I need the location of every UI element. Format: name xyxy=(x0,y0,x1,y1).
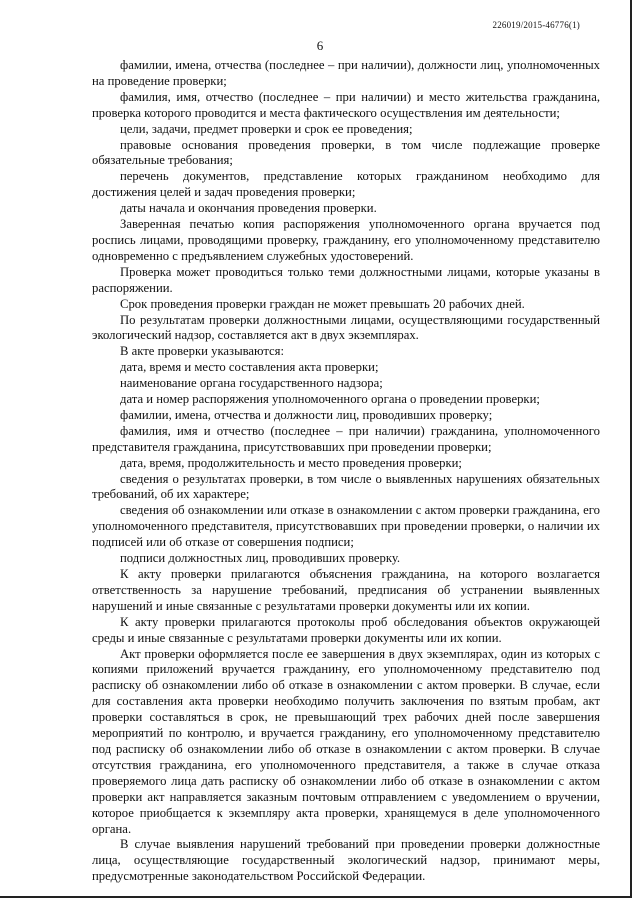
paragraph: фамилии, имена, отчества и должности лиц, проводивших проверку; xyxy=(120,407,493,422)
paragraph: Акт проверки оформляется после ее завершения в двух экземплярах, один из которых с копиями приложений вручается гражданину, его уполномоченному представителю под расписку об ознакомлении либо об отказе в ознакомлении с актом проверки. В случае, если для составления акта проверки необходимо получить заключения по взятым пробам, акт проверки составляться в срок, не превышающий трех рабочих дней после завершения мероприятий по контролю, и вручается гражданину, его уполномоченному представителю под расписку об ознакомлении либо об отказе в ознакомлении с актом проверки. В случае отсутствия гражданина, его уполномоченного представителя, а также в случае отказа проверяемого лица дать расписку об ознакомлении либо об отказе в ознакомлении с актом проверки акт направляется заказным почтовым отправлением с уведомлением о вручении, которое приобщается к экземпляру акта проверки, хранящемуся в деле уполномоченного органа. xyxy=(92,646,600,836)
paragraph: перечень документов, представление которых гражданином необходимо для достижения целей и задач проведения проверки; xyxy=(92,169,600,200)
paragraph: Проверка может проводиться только теми должностными лицами, которые указаны в распоряжении. xyxy=(92,264,600,295)
paragraph: сведения об ознакомлении или отказе в ознакомлении с актом проверки гражданина, его уполномоченного представителя, присутствовавших при проведении проверки, о наличии их подписей или об отказе от совершения подписи; xyxy=(92,503,600,550)
paragraph: дата, время, продолжительность и место проведения проверки; xyxy=(120,455,462,470)
paragraph: Срок проведения проверки граждан не может превышать 20 рабочих дней. xyxy=(120,296,525,311)
paragraph: дата, время и место составления акта проверки; xyxy=(120,360,379,375)
document-id: 226019/2015-46776(1) xyxy=(492,20,580,30)
paragraph: фамилия, имя и отчество (последнее – при наличии) гражданина, уполномоченного представителя гражданина, присутствовавших при проведении проверки; xyxy=(92,423,600,454)
paragraph: В акте проверки указываются: xyxy=(120,344,285,359)
paragraph: даты начала и окончания проведения проверки. xyxy=(120,201,377,216)
paragraph: В случае выявления нарушений требований при проведении проверки должностные лица, осуществляющие государственный экологический надзор, принимают меры, предусмотренные законодательством Российской Федерации. xyxy=(92,837,600,884)
paragraph: сведения о результатах проверки, в том числе о выявленных нарушениях обязательных требований, об их характере; xyxy=(92,471,600,502)
paragraph: К акту проверки прилагаются протоколы проб обследования объектов окружающей среды и иные связанные с результатами проверки документы или их копии. xyxy=(92,614,600,645)
paragraph: наименование органа государственного надзора; xyxy=(120,376,383,391)
paragraph: подписи должностных лиц, проводивших проверку. xyxy=(120,551,401,566)
paragraph: К акту проверки прилагаются объяснения гражданина, на которого возлагается ответственность за нарушение требований, предписания об устранении выявленных нарушений и иные связанные с результатами проверки документы или их копии. xyxy=(92,567,600,613)
paragraph: По результатам проверки должностными лицами, осуществляющими государственный экологический надзор, составляется акт в двух экземплярах. xyxy=(92,312,600,343)
paragraph: Заверенная печатью копия распоряжения уполномоченного органа вручается под роспись лицами, проводящими проверку, гражданину, его уполномоченному представителю одновременно с предъявлением служебных удостоверений. xyxy=(92,217,600,263)
paragraph: фамилия, имя, отчество (последнее – при наличии) и место жительства гражданина, проверка которого проводится и места фактического осуществления им деятельности; xyxy=(92,89,600,120)
document-body xyxy=(92,58,600,885)
paragraph: дата и номер распоряжения уполномоченного органа о проведении проверки; xyxy=(120,392,540,407)
page-number: 6 xyxy=(316,38,324,53)
paragraph: фамилии, имена, отчества (последнее – при наличии), должности лиц, уполномоченных на проведение проверки; xyxy=(92,58,600,88)
paragraph: правовые основания проведения проверки, в том числе подлежащие проверке обязательные требования; xyxy=(92,137,600,168)
paragraph: цели, задачи, предмет проверки и срок ее проведения; xyxy=(120,121,413,136)
